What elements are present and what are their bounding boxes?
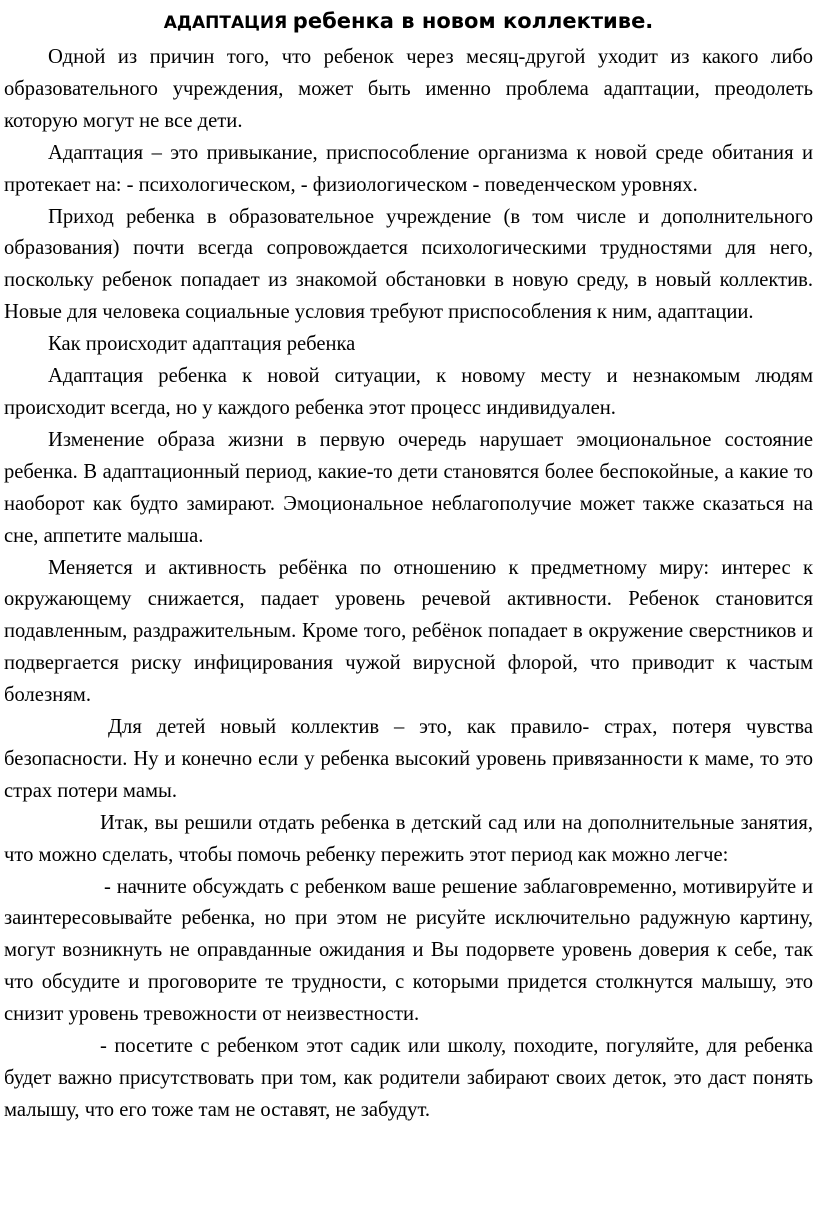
paragraph-4: Как происходит адаптация ребенка bbox=[48, 333, 356, 356]
title-part-2: ребенка в новом коллективе. bbox=[292, 9, 654, 33]
paragraph-10: - начните обсуждать с ребенком ваше решение заблаговременно, мотивируйте и заинтересовывайте ребенка, но при этом не рисуйте исключительно радужную картину, могут возникнуть не оправданные ожидания и Вы подорвете уровень доверия к себе, так что обсудите и проговорите те трудности, с которыми придется столкнутся малышу, это снизит уровень тревожности от неизвестности. bbox=[4, 875, 813, 1026]
paragraph-3: Приход ребенка в образовательное учреждение (в том числе и дополнительного образования) почти всегда сопровождается психологическими трудностями для него, поскольку ребенок попадает из знакомой обстановки в новую среду, в новый коллектив. Новые для человека социальные условия требуют приспособления к ним, адаптации. bbox=[4, 205, 813, 324]
document-title bbox=[4, 6, 813, 38]
paragraph-7: Меняется и активность ребёнка по отношению к предметному миру: интерес к окружающему снижается, падает уровень речевой активности. Ребенок становится подавленным, раздражительным. Кроме того, ребёнок попадает в окружение сверстников и подвергается риску инфицирования чужой вирусной флорой, что приводит к частым болезням. bbox=[4, 556, 813, 707]
paragraph-8: Для детей новый коллектив – это, как правило- страх, потеря чувства безопасности. Ну и конечно если у ребенка высокий уровень привязанности к маме, то это страх потери мамы. bbox=[4, 716, 813, 802]
paragraph-11: - посетите с ребенком этот садик или школу, походите, погуляйте, для ребенка будет важно присутствовать при том, как родители забирают своих деток, это даст понять малышу, что его тоже там не оставят, не забудут. bbox=[4, 1035, 813, 1121]
paragraph-5: Адаптация ребенка к новой ситуации, к новому месту и незнакомым людям происходит всегда, но у каждого ребенка этот процесс индивидуален. bbox=[4, 365, 813, 419]
document-body bbox=[4, 42, 813, 1127]
paragraph-6: Изменение образа жизни в первую очередь нарушает эмоциональное состояние ребенка. В адаптационный период, какие-то дети становятся более беспокойные, а какие то наоборот как будто замирают. Эмоциональное неблагополучие может также сказаться на сне, аппетите малыша. bbox=[4, 428, 813, 547]
paragraph-9: Итак, вы решили отдать ребенка в детский сад или на дополнительные занятия, что можно сделать, чтобы помочь ребенку пережить этот период как можно легче: bbox=[4, 811, 813, 866]
title-part-1: АДАПТАЦИЯ bbox=[163, 13, 288, 33]
paragraph-2: Адаптация – это привыкание, приспособление организма к новой среде обитания и протекает на: - психологическом, - физиологическом - поведенческом уровнях. bbox=[4, 141, 813, 196]
paragraph-1: Одной из причин того, что ребенок через месяц-другой уходит из какого либо образовательного учреждения, может быть именно проблема адаптации, преодолеть которую могут не все дети. bbox=[4, 46, 813, 132]
